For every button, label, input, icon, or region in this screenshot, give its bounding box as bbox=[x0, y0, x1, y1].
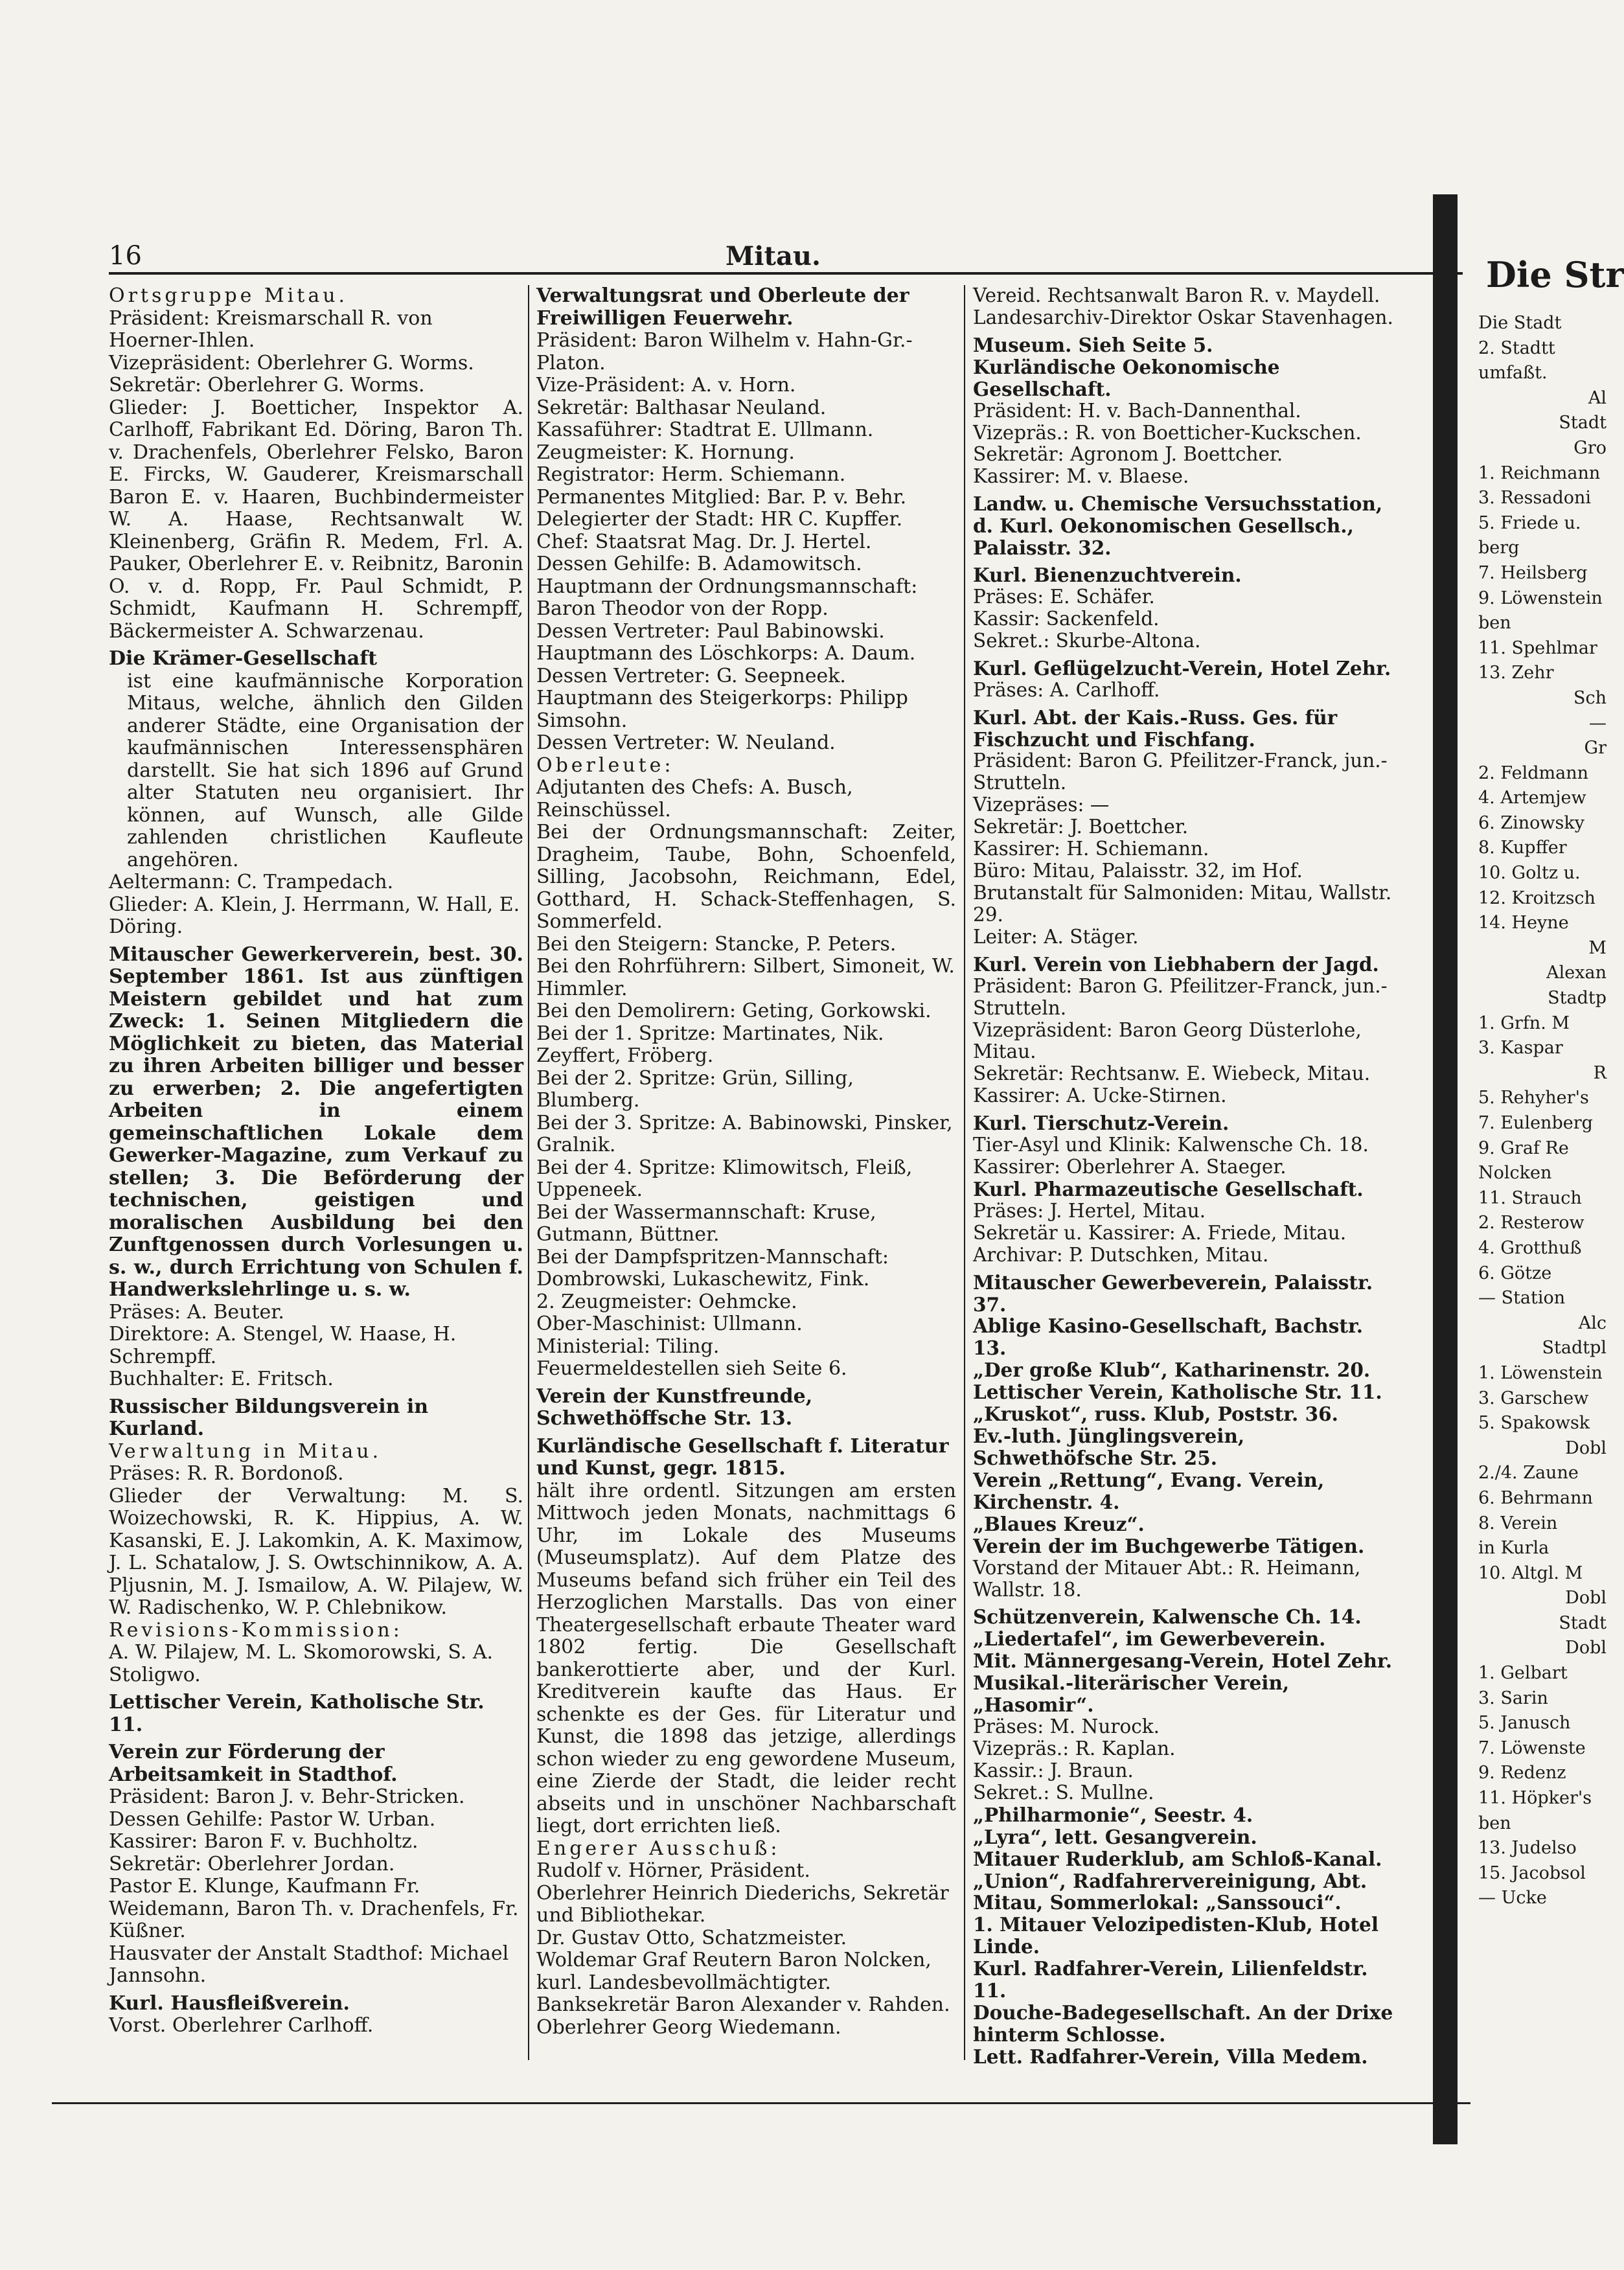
entry-line: Dr. Gustav Otto, Schatzmeister. bbox=[536, 1926, 847, 1949]
entry-line: Vorstand der Mitauer Abt.: R. Heimann, Wallstr. 18. bbox=[973, 1556, 1361, 1601]
entry-line: Engerer Ausschuß: bbox=[536, 1837, 781, 1860]
entry-line: Sekret.: S. Mullne. bbox=[973, 1781, 1154, 1804]
entry-line: Verein zur Förderung der Arbeitsamkeit in Stadthof. bbox=[109, 1741, 398, 1786]
entry-line: Mitauscher Gewerbeverein, Palaisstr. 37. bbox=[973, 1270, 1373, 1316]
entry-line: Bei den Rohrführern: Silbert, Simoneit, W. Himmler. bbox=[536, 955, 955, 1000]
entry-line: Feuermeldestellen sieh Seite 6. bbox=[536, 1357, 847, 1380]
entry-line: Vizepräsident: Oberlehrer G. Worms. bbox=[109, 351, 474, 374]
edge-page-lines bbox=[1478, 311, 1607, 1911]
entry-line: 9. Graf Re bbox=[1478, 1138, 1569, 1158]
entry-line: Bei der 4. Spritze: Klimowitsch, Fleiß, Uppeneek. bbox=[536, 1156, 913, 1201]
entry-line: Musikal.-literärischer Verein, „Hasomir“. bbox=[973, 1671, 1290, 1717]
entry-line: Dobl bbox=[1565, 1438, 1607, 1458]
entry-line: Dobl bbox=[1565, 1588, 1607, 1609]
entry-line: Die Stadt bbox=[1478, 313, 1562, 333]
entry-line: Oberlehrer Georg Wiedemann. bbox=[536, 2015, 841, 2039]
entry-line: Hauptmann des Steigerkorps: Philipp Simsohn. bbox=[536, 687, 908, 732]
entry-line: Ministerial: Tiling. bbox=[536, 1335, 720, 1358]
entry-line: Kurl. Abt. der Kais.-Russ. Ges. für Fischzucht und Fischfang. bbox=[973, 705, 1338, 751]
entry-line: Ev.-luth. Jünglingsverein, Schwethöfsche Str. 25. bbox=[973, 1425, 1245, 1470]
entry-line: Kassaführer: Stadtrat E. Ullmann. bbox=[536, 418, 874, 441]
entry-line: 2. Resterow bbox=[1478, 1213, 1584, 1233]
entry-line: ist eine kaufmännische Korporation Mitaus, welche, ähnlich den Gilden anderer Städte, eine Organisation der kaufmännischen Interessensphären darstellt. Sie hat sich 1896 auf Grund alter Statuten neu organisiert. Ihr können, auf Wunsch, alle Gilde zahlenden christlichen Kaufleute angehören. bbox=[127, 669, 523, 871]
entry-line: 1. Reichmann bbox=[1478, 463, 1601, 483]
entry-line: Vizepräs.: R. Kaplan. bbox=[973, 1737, 1176, 1760]
entry-line: 2. Feldmann bbox=[1478, 762, 1588, 783]
entry-line: Vize-Präsident: A. v. Horn. bbox=[536, 374, 796, 396]
entry-line: — bbox=[1589, 713, 1607, 733]
entry-line: Kassirer: Baron F. v. Buchholtz. bbox=[109, 1830, 418, 1853]
entry-line: Sekretär: Agronom J. Boettcher. bbox=[973, 443, 1283, 466]
entry-line: Verein der im Buchgewerbe Tätigen. bbox=[973, 1534, 1365, 1557]
entry-line: Kurl. Bienenzuchtverein. bbox=[973, 564, 1242, 587]
entry-line: hält ihre ordentl. Sitzungen am ersten Mittwoch jeden Monats, nachmittags 6 Uhr, im Lokale des Museums (Museumsplatz). Auf dem Platze des Museums befand sich früher ein Teil des Herzoglichen Marstalls. Das von einer Theatergesellschaft erbaute Theater ward 1802 fertig. Die Gesellschaft bankerottierte aber, und der Kurl. Kreditverein kaufte das Haus. Er schenkte es der Ges. für Literatur und Kunst, die 1898 das jetzige, allerdings schon wieder zu eng gewordene Museum, eine Zierde der Stadt, die leider recht abseits und in unschöner Nachbarschaft liegt, dort errichten ließ. bbox=[536, 1479, 956, 1837]
entry-line: Kassirer: H. Schiemann. bbox=[973, 838, 1209, 860]
entry-line: Bei den Demolirern: Geting, Gorkowski. bbox=[536, 1000, 932, 1022]
entry-line: 13. Zehr bbox=[1478, 663, 1554, 683]
entry-line: Hauptmann des Löschkorps: A. Daum. bbox=[536, 642, 916, 665]
entry-line: Stadtp bbox=[1548, 988, 1607, 1009]
entry-line: Schützenverein, Kalwensche Ch. 14. bbox=[973, 1605, 1362, 1629]
entry-line: Registrator: Herm. Schiemann. bbox=[536, 463, 846, 486]
entry-line: Zeugmeister: K. Hornung. bbox=[536, 441, 795, 464]
entry-line: Kassir: Sackenfeld. bbox=[973, 607, 1160, 630]
entry-line: 15. Jacobsol bbox=[1478, 1863, 1586, 1883]
entry-line: Kurl. Hausfleißverein. bbox=[109, 1991, 350, 2015]
entry-line: Bei der 2. Spritze: Grün, Silling, Blumberg. bbox=[536, 1066, 854, 1112]
entry-line: Präses: A. Carlhoff. bbox=[973, 678, 1160, 701]
entry-line: Vizepräs.: R. von Boetticher-Kuckschen. bbox=[973, 421, 1362, 444]
entry-line: 3. Garschew bbox=[1478, 1388, 1589, 1408]
entry-line: berg bbox=[1478, 538, 1520, 558]
column-divider bbox=[964, 285, 965, 2060]
entry-line: Ablige Kasino-Gesellschaft, Bachstr. 13. bbox=[973, 1314, 1364, 1360]
entry-line: Adjutanten des Chefs: A. Busch, Reinschüssel. bbox=[536, 776, 853, 821]
entry-line: 3. Sarin bbox=[1478, 1688, 1548, 1708]
entry-line: 2./4. Zaune bbox=[1478, 1463, 1579, 1484]
entry-line: Büro: Mitau, Palaisstr. 32, im Hof. bbox=[973, 860, 1303, 882]
entry-line: Aeltermann: C. Trampedach. bbox=[109, 871, 394, 893]
entry-line: Präses: E. Schäfer. bbox=[973, 585, 1155, 608]
entry-line: 6. Götze bbox=[1478, 1263, 1552, 1283]
entry-line: ben bbox=[1478, 1813, 1511, 1833]
entry-line: Stadtpl bbox=[1542, 1338, 1607, 1359]
entry-line: Oberleute: bbox=[536, 753, 674, 777]
entry-line: 4. Artemjew bbox=[1478, 788, 1586, 808]
entry-line: Ober-Maschinist: Ullmann. bbox=[536, 1313, 803, 1335]
edge-page-column bbox=[1478, 254, 1624, 1911]
entry-line: Vereid. Rechtsanwalt Baron R. v. Maydell. bbox=[973, 284, 1380, 306]
entry-line: Dobl bbox=[1565, 1638, 1607, 1658]
column-2 bbox=[536, 285, 956, 2039]
entry-line: Rudolf v. Hörner, Präsident. bbox=[536, 1859, 810, 1882]
entry-line: Bei der Dampfspritzen-Mannschaft: Dombrowski, Lukaschewitz, Fink. bbox=[536, 1245, 889, 1290]
entry-line: Vizepräsident: Baron Georg Düsterlohe, Mitau. bbox=[973, 1018, 1362, 1063]
entry-line: 8. Kupffer bbox=[1478, 838, 1567, 858]
edge-page-binding bbox=[1433, 194, 1458, 2144]
column-1 bbox=[109, 285, 523, 2037]
entry-line: 7. Löwenste bbox=[1478, 1737, 1586, 1758]
entry-line: Kassir.: J. Braun. bbox=[973, 1759, 1134, 1782]
entry-line: Mitauscher Gewerkerverein, best. 30. September 1861. Ist aus zünftigen Meistern gebildet und hat zum Zweck: 1. Seinen Mitgliedern die Möglichkeit zu bieten, das Material zu ihren Arbeiten billiger und besser zu erwerben; 2. Die angefertigten Arbeiten in einem gemeinschaftlichen Lokale dem Gewerker-Magazine, zum Verkauf zu stellen; 3. Die Beförderung der technischen, geistigen und moralischen Ausbildung bei den Zunftgenossen durch Vorlesungen u. s. w., durch Errichtung von Schulen f. Handwerkslehrlinge u. s. w. bbox=[109, 943, 523, 1301]
entry-line: Ortsgruppe Mitau. bbox=[109, 284, 349, 307]
entry-line: 1. Löwenstein bbox=[1478, 1362, 1603, 1383]
entry-line: Permanentes Mitglied: Bar. P. v. Behr. bbox=[536, 485, 907, 509]
entry-line: 2. Zeugmeister: Oehmcke. bbox=[536, 1290, 797, 1313]
entry-line: 5. Janusch bbox=[1478, 1713, 1571, 1734]
entry-line: Pastor E. Klunge, Kaufmann Fr. Weidemann, Baron Th. v. Drachenfels, Fr. Küßner. bbox=[109, 1875, 519, 1942]
entry-line: Bei der 3. Spritze: A. Babinowski, Pinsker, Gralnik. bbox=[536, 1111, 953, 1156]
entry-line: Hauptmann der Ordnungsmannschaft: Baron Theodor von der Ropp. bbox=[536, 575, 918, 620]
entry-line: Präsident: Baron J. v. Behr-Stricken. bbox=[109, 1785, 465, 1808]
entry-line: Archivar: P. Dutschken, Mitau. bbox=[973, 1243, 1269, 1266]
entry-line: Bei der 1. Spritze: Martinates, Nik. Zeyffert, Fröberg. bbox=[536, 1022, 884, 1067]
entry-line: Sekretär: Rechtsanw. E. Wiebeck, Mitau. bbox=[973, 1062, 1371, 1085]
entry-line: „Kruskot“, russ. Klub, Poststr. 36. bbox=[973, 1403, 1338, 1426]
entry-line: Dessen Vertreter: W. Neuland. bbox=[536, 731, 836, 754]
entry-line: Sekretär: Oberlehrer Jordan. bbox=[109, 1852, 395, 1875]
entry-line: Dessen Gehilfe: Pastor W. Urban. bbox=[109, 1807, 436, 1831]
entry-line: Buchhalter: E. Fritsch. bbox=[109, 1368, 334, 1390]
entry-line: Präsident: Baron Wilhelm v. Hahn-Gr.-Platon. bbox=[536, 329, 913, 374]
entry-line: M bbox=[1588, 937, 1607, 958]
entry-line: Direktore: A. Stengel, W. Haase, H. Schrempff. bbox=[109, 1323, 457, 1368]
entry-line: Sekretär: Oberlehrer G. Worms. bbox=[109, 374, 425, 396]
entry-line: Lettischer Verein, Katholische Str. 11. bbox=[973, 1381, 1382, 1404]
footer-rule bbox=[52, 2102, 1470, 2104]
entry-line: Verein der Kunstfreunde, Schwethöffsche Str. 13. bbox=[536, 1384, 813, 1430]
header-rule bbox=[109, 272, 1463, 275]
entry-line: Präsident: H. v. Bach-Dannenthal. bbox=[973, 399, 1301, 422]
entry-line: Vizepräses: — bbox=[973, 794, 1110, 816]
edge-page-heading: Die Str bbox=[1486, 254, 1624, 295]
entry-line: Kurl. Pharmazeutische Gesellschaft. bbox=[973, 1177, 1364, 1200]
entry-line: Verein „Rettung“, Evang. Verein, Kirchenstr. 4. bbox=[973, 1468, 1325, 1513]
entry-line: Russischer Bildungsverein in Kurland. bbox=[109, 1395, 429, 1440]
entry-line: Kurl. Verein von Liebhabern der Jagd. bbox=[973, 952, 1379, 976]
entry-line: „Lyra“, lett. Gesangverein. bbox=[973, 1825, 1257, 1848]
entry-line: Alc bbox=[1578, 1313, 1607, 1333]
entry-line: Präses: J. Hertel, Mitau. bbox=[973, 1199, 1206, 1222]
entry-line: Hausvater der Anstalt Stadthof: Michael Jannsohn. bbox=[109, 1942, 509, 1987]
entry-line: 11. Spehlmar bbox=[1478, 637, 1597, 658]
entry-line: Leiter: A. Stäger. bbox=[973, 925, 1139, 948]
entry-line: Mitauer Ruderklub, am Schloß-Kanal. bbox=[973, 1847, 1382, 1870]
column-divider bbox=[528, 285, 529, 2060]
entry-line: 5. Spakowsk bbox=[1478, 1413, 1590, 1434]
entry-line: Präses: M. Nurock. bbox=[973, 1715, 1160, 1738]
entry-line: Douche-Badegesellschaft. An der Drixe hinterm Schlosse. bbox=[973, 2001, 1393, 2046]
entry-line: Verwaltung in Mitau. bbox=[109, 1439, 382, 1463]
entry-line: 3. Ressadoni bbox=[1478, 488, 1592, 509]
entry-line: 1. Gelbart bbox=[1478, 1663, 1568, 1684]
entry-line: Sekretär u. Kassirer: A. Friede, Mitau. bbox=[973, 1221, 1347, 1244]
entry-line: in Kurla bbox=[1478, 1538, 1550, 1559]
entry-line: Präses: R. R. Bordonoß. bbox=[109, 1462, 344, 1485]
entry-line: Dessen Gehilfe: B. Adamowitsch. bbox=[536, 553, 862, 575]
column-3 bbox=[973, 285, 1394, 2068]
entry-line: Brutanstalt für Salmoniden: Mitau, Wallstr. 29. bbox=[973, 881, 1392, 926]
entry-line: Chef: Staatsrat Mag. Dr. J. Hertel. bbox=[536, 530, 872, 553]
entry-line: Glieder der Verwaltung: M. S. Woizechowski, R. K. Hippius, A. W. Kasanski, E. J. Lakomkin, A. K. Maximow, J. L. Schatalow, J. S. Owtschinnikow, A. A. Pljusnin, M. J. Ismailow, A. W. Pilajew, W. W. Radischenko, W. P. Chlebnikow. bbox=[109, 1484, 523, 1619]
entry-line: 13. Judelso bbox=[1478, 1838, 1577, 1859]
entry-line: Sch bbox=[1573, 687, 1607, 708]
entry-line: 3. Kaspar bbox=[1478, 1038, 1563, 1059]
entry-line: Museum. Sieh Seite 5. bbox=[973, 333, 1213, 356]
entry-line: Stadt bbox=[1559, 1612, 1607, 1633]
entry-line: Kurländische Oekonomische Gesellschaft. bbox=[973, 355, 1280, 400]
entry-line: Gr bbox=[1584, 738, 1607, 759]
page-title: Mitau. bbox=[726, 241, 821, 271]
entry-line: Sekret.: Skurbe-Altona. bbox=[973, 629, 1201, 652]
entry-line: Dessen Vertreter: G. Seepneek. bbox=[536, 664, 846, 687]
entry-line: Dessen Vertreter: Paul Babinowski. bbox=[536, 619, 885, 643]
entry-line: 11. Höpker's bbox=[1478, 1788, 1592, 1809]
entry-line: Al bbox=[1588, 387, 1607, 408]
entry-line: Die Krämer-Gesellschaft bbox=[109, 647, 377, 670]
entry-line: 6. Behrmann bbox=[1478, 1487, 1593, 1508]
entry-line: Präsident: Kreismarschall R. von Hoerner-Ihlen. bbox=[109, 306, 433, 352]
entry-line: „Blaues Kreuz“. bbox=[973, 1512, 1145, 1535]
entry-line: Gro bbox=[1573, 437, 1607, 458]
entry-line: Banksekretär Baron Alexander v. Rahden. bbox=[536, 1993, 950, 2016]
entry-line: 1. Grfn. M bbox=[1478, 1013, 1570, 1033]
entry-line: Lettischer Verein, Katholische Str. 11. bbox=[109, 1691, 485, 1736]
entry-line: Verwaltungsrat und Oberleute der Freiwilligen Feuerwehr. bbox=[536, 284, 909, 330]
entry-line: Bei den Steigern: Stancke, P. Peters. bbox=[536, 932, 897, 956]
entry-line: 10. Goltz u. bbox=[1478, 863, 1581, 884]
entry-line: Vorst. Oberlehrer Carlhoff. bbox=[109, 2014, 374, 2037]
entry-line: Kassirer: Oberlehrer A. Staeger. bbox=[973, 1156, 1287, 1178]
entry-line: Sekretär: Balthasar Neuland. bbox=[536, 396, 827, 419]
entry-line: 7. Eulenberg bbox=[1478, 1113, 1593, 1133]
entry-line: Kassirer: M. v. Blaese. bbox=[973, 465, 1189, 488]
entry-line: 11. Strauch bbox=[1478, 1187, 1582, 1208]
entry-line: ben bbox=[1478, 613, 1511, 634]
entry-line: „Der große Klub“, Katharinenstr. 20. bbox=[973, 1359, 1371, 1382]
entry-line: Landw. u. Chemische Versuchsstation, d. Kurl. Oekonomischen Gesellsch., Palaisstr. 32. bbox=[973, 492, 1383, 560]
entry-line: 9. Löwenstein bbox=[1478, 588, 1603, 608]
entry-line: Glieder: J. Boetticher, Inspektor A. Carlhoff, Fabrikant Ed. Döring, Baron Th. v. Drachenfels, Oberlehrer Felsko, Baron E. Fircks, W. Gauderer, Kreismarschall Baron E. v. Haaren, Buchbindermeister W. A. Haase, Rechtsanwalt W. Kleinenberg, Gräfin R. Medem, Frl. A. Pauker, Oberlehrer E. v. Reibnitz, Baronin O. v. d. Ropp, Fr. Paul Schmidt, P. Schmidt, Kaufmann H. Schrempff, Bäckermeister A. Schwarzenau. bbox=[109, 396, 523, 643]
entry-line: — Ucke bbox=[1478, 1888, 1547, 1909]
entry-line: Delegierter der Stadt: HR C. Kupffer. bbox=[536, 508, 903, 531]
entry-line: Präsident: Baron G. Pfeilitzer-Franck, jun.-Strutteln. bbox=[973, 974, 1388, 1019]
entry-line: Mit. Männergesang-Verein, Hotel Zehr. bbox=[973, 1649, 1393, 1673]
entry-line: A. W. Pilajew, M. L. Skomorowski, S. A. Stoligwo. bbox=[109, 1641, 494, 1686]
entry-line: — Station bbox=[1478, 1288, 1566, 1309]
entry-line: „Philharmonie“, Seestr. 4. bbox=[973, 1803, 1253, 1826]
entry-line: 7. Heilsberg bbox=[1478, 562, 1588, 583]
entry-line: 4. Grotthuß bbox=[1478, 1237, 1582, 1258]
entry-line: Bei der Ordnungsmannschaft: Zeiter, Dragheim, Taube, Bohn, Schoenfeld, Silling, Jacobsohn, Reichmann, Edel, Gotthard, H. Schack-Steffenhagen, S. Sommerfeld. bbox=[536, 821, 956, 933]
entry-line: „Union“, Radfahrervereinigung, Abt. Mitau, Sommerlokal: „Sanssouci“. bbox=[973, 1869, 1367, 1914]
entry-line: Bei der Wassermannschaft: Kruse, Gutmann, Büttner. bbox=[536, 1200, 876, 1246]
entry-line: umfaßt. bbox=[1478, 363, 1548, 384]
entry-line: Oberlehrer Heinrich Diederichs, Sekretär und Bibliothekar. bbox=[536, 1881, 949, 1927]
entry-line: 5. Rehyher's bbox=[1478, 1088, 1589, 1108]
entry-line: Kurl. Tierschutz-Verein. bbox=[973, 1112, 1229, 1135]
entry-line: Kurländische Gesellschaft f. Literatur und Kunst, gegr. 1815. bbox=[536, 1434, 949, 1480]
entry-line: Glieder: A. Klein, J. Herrmann, W. Hall, E. Döring. bbox=[109, 893, 520, 938]
entry-line: Präses: A. Beuter. bbox=[109, 1300, 284, 1324]
entry-line: Lett. Radfahrer-Verein, Villa Medem. bbox=[973, 2045, 1368, 2068]
entry-line: 14. Heyne bbox=[1478, 913, 1569, 934]
entry-line: R bbox=[1593, 1062, 1607, 1083]
entry-line: „Liedertafel“, im Gewerbeverein. bbox=[973, 1627, 1326, 1651]
entry-line: 8. Verein bbox=[1478, 1513, 1558, 1533]
entry-line: Kassirer: A. Ucke-Stirnen. bbox=[973, 1084, 1227, 1107]
entry-line: Tier-Asyl und Klinik: Kalwensche Ch. 18. bbox=[973, 1134, 1369, 1156]
entry-line: 1. Mitauer Velozipedisten-Klub, Hotel Linde. bbox=[973, 1913, 1379, 1958]
entry-line: 2. Stadtt bbox=[1478, 338, 1555, 358]
entry-line: Woldemar Graf Reutern Baron Nolcken, kurl. Landesbevollmächtigter. bbox=[536, 1949, 932, 1994]
entry-line: Revisions-Kommission: bbox=[109, 1618, 403, 1642]
entry-line: 12. Kroitzsch bbox=[1478, 888, 1595, 908]
entry-line: Landesarchiv-Direktor Oskar Stavenhagen. bbox=[973, 306, 1393, 328]
entry-line: Präsident: Baron G. Pfeilitzer-Franck, jun.-Strutteln. bbox=[973, 750, 1388, 794]
entry-line: Kurl. Geflügelzucht-Verein, Hotel Zehr. bbox=[973, 656, 1391, 680]
entry-line: Nolcken bbox=[1478, 1163, 1552, 1184]
entry-line: Alexan bbox=[1546, 963, 1607, 983]
entry-line: Kurl. Radfahrer-Verein, Lilienfeldstr. 11. bbox=[973, 1957, 1368, 2002]
entry-line: 5. Friede u. bbox=[1478, 512, 1581, 533]
page-number: 16 bbox=[109, 241, 142, 271]
entry-line: Stadt bbox=[1559, 413, 1607, 433]
entry-line: 9. Redenz bbox=[1478, 1763, 1566, 1783]
entry-line: 6. Zinowsky bbox=[1478, 812, 1584, 833]
entry-line: Sekretär: J. Boettcher. bbox=[973, 816, 1189, 838]
entry-line: 10. Altgl. M bbox=[1478, 1563, 1583, 1583]
